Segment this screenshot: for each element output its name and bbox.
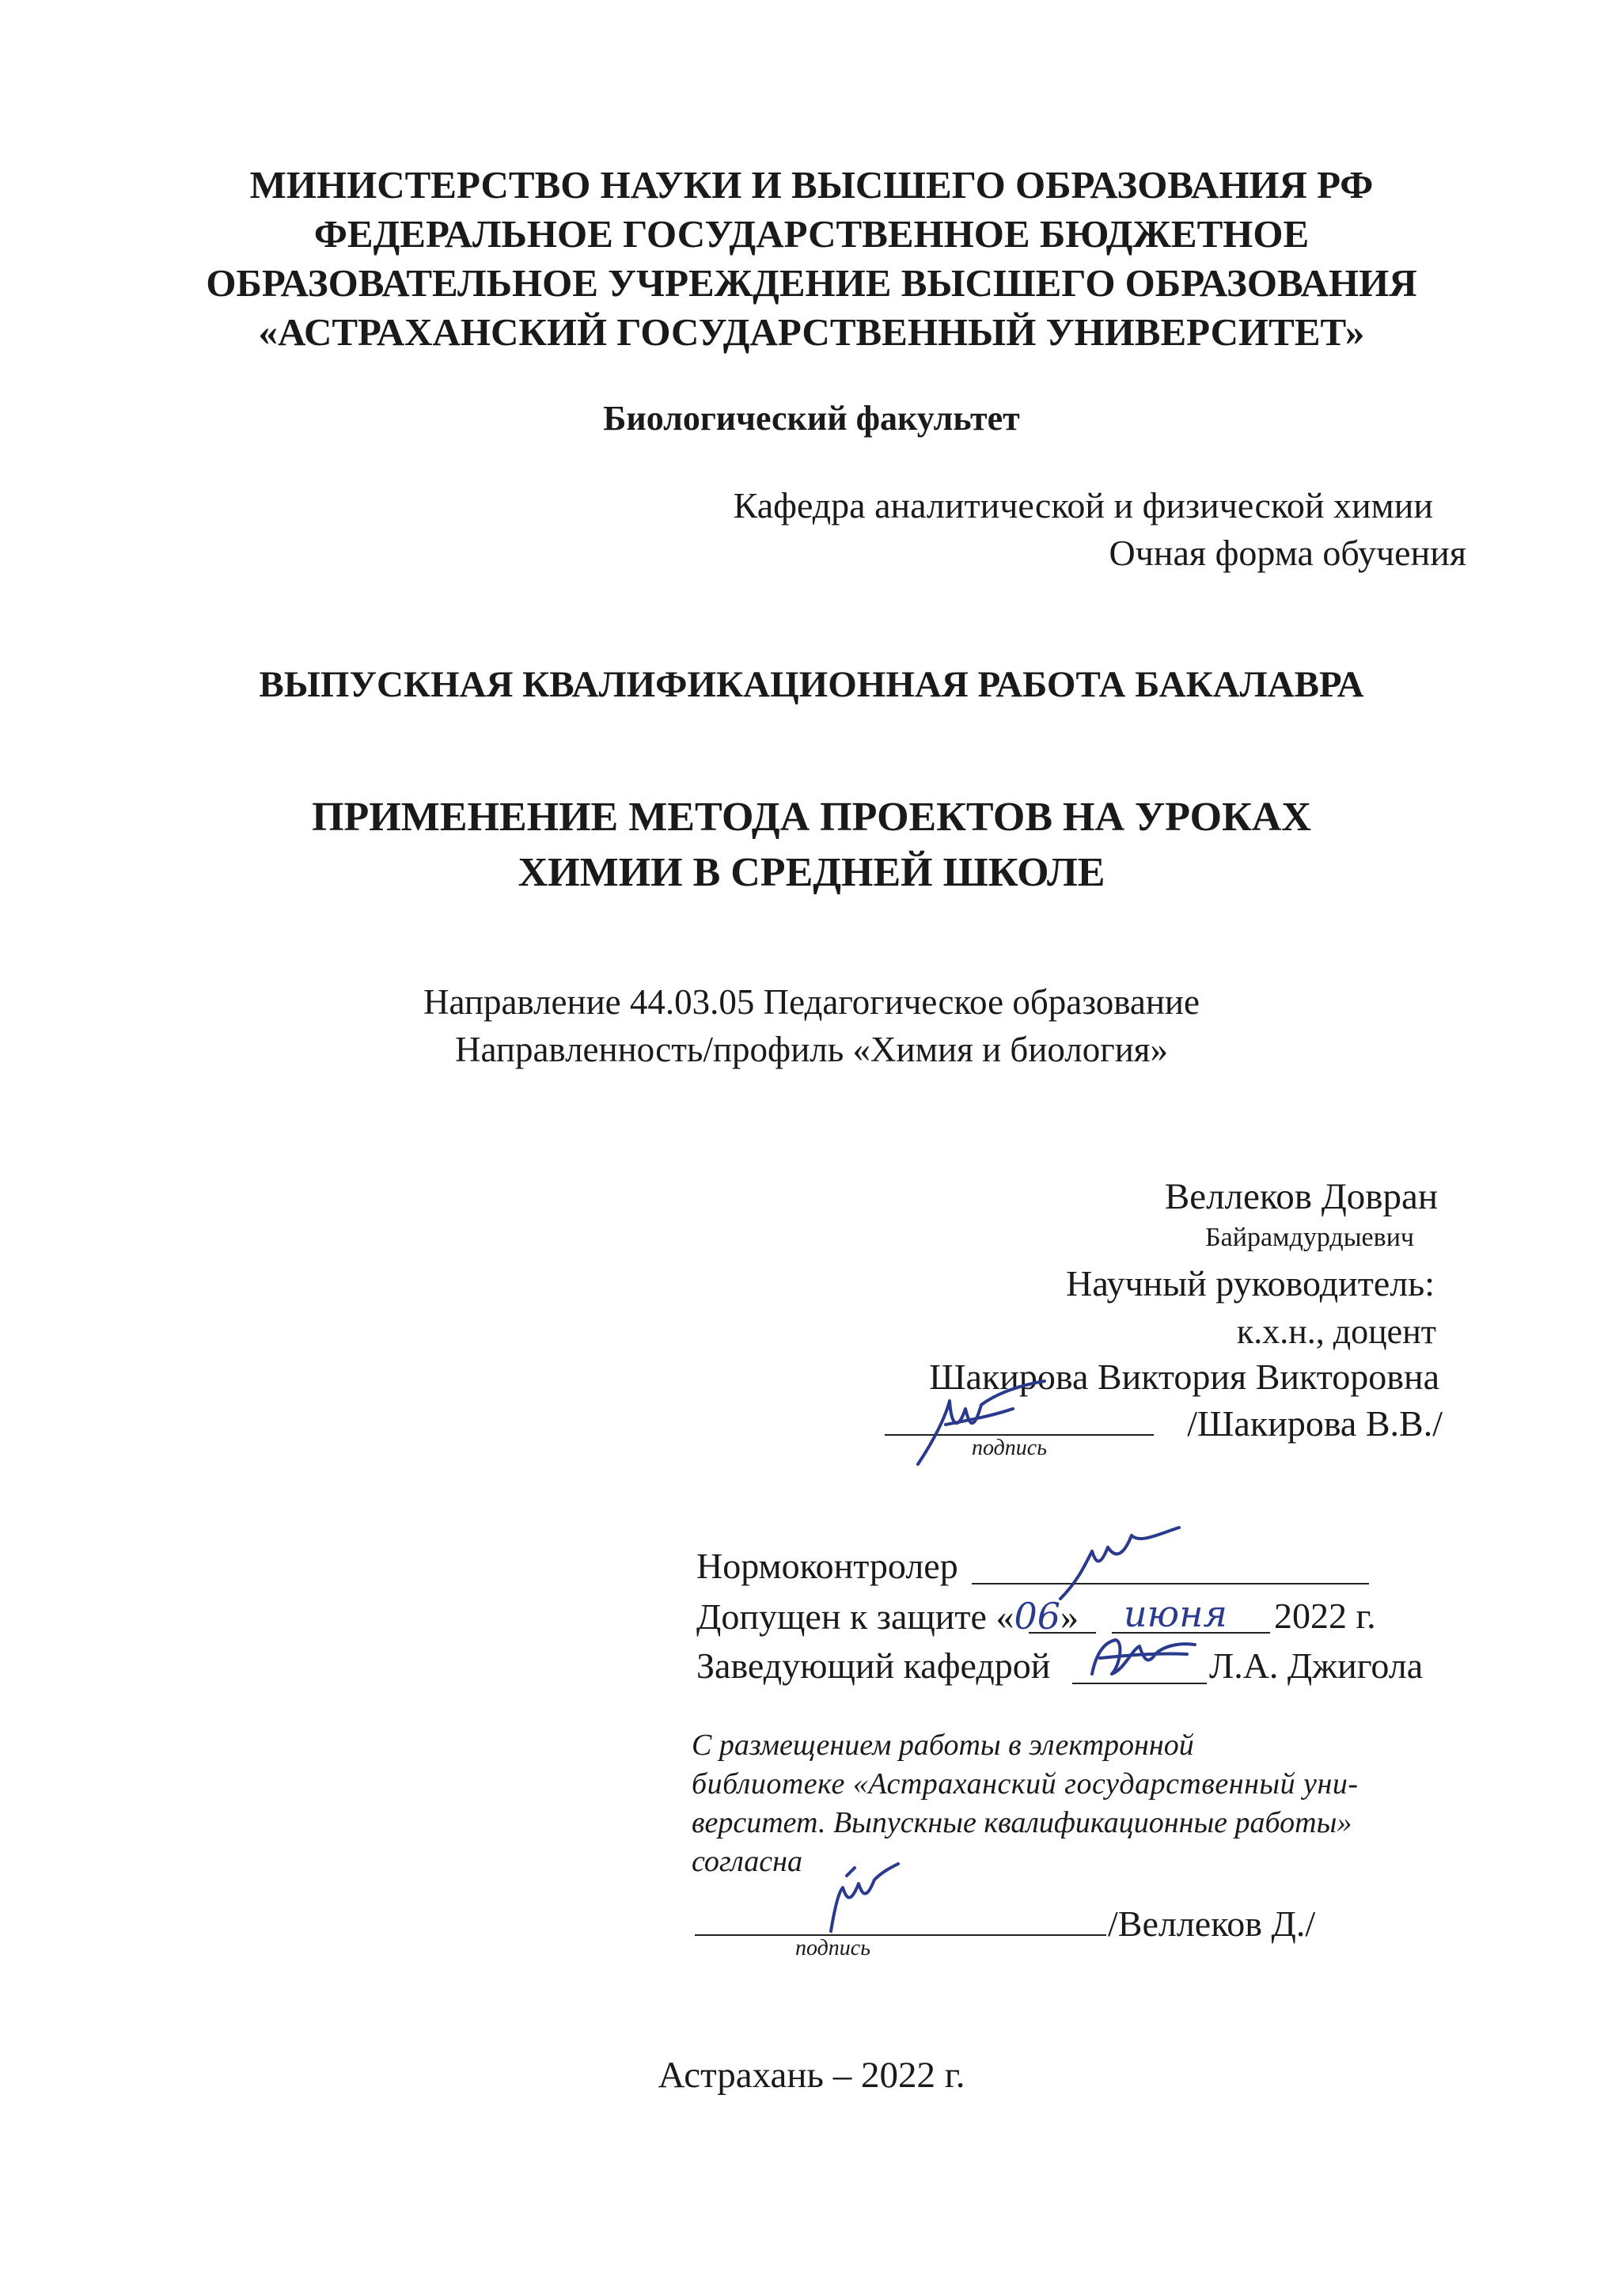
supervisor-short-name: /Шакирова В.В./ bbox=[1187, 1403, 1443, 1444]
supervisor-signature bbox=[902, 1377, 1060, 1472]
faculty: Биологический факультет bbox=[603, 399, 1020, 438]
supervisor-label: Научный руководитель: bbox=[1066, 1263, 1435, 1304]
admission-prefix: Допущен к защите « bbox=[696, 1596, 1014, 1637]
department: Кафедра аналитической и физической химии bbox=[733, 485, 1433, 526]
head-signature bbox=[1084, 1630, 1203, 1686]
supervisor-degree: к.х.н., доцент bbox=[1236, 1312, 1436, 1351]
institution-type-line: ФЕДЕРАЛЬНОЕ ГОСУДАРСТВЕННОЕ БЮДЖЕТНОЕ bbox=[313, 212, 1310, 256]
head-name: Л.А. Джигола bbox=[1209, 1645, 1424, 1686]
admission-label bbox=[696, 1595, 1079, 1638]
admission-month: июня bbox=[1124, 1592, 1227, 1635]
consent-line-1: С размещением работы в электронной bbox=[692, 1729, 1194, 1762]
author-patronymic: Байрамдурдыевич bbox=[1205, 1223, 1414, 1252]
city-year: Астрахань – 2022 г. bbox=[658, 2055, 965, 2096]
admission-mid: » bbox=[1060, 1596, 1079, 1637]
consent-line-2: библиотеке «Астраханский государственный уни- bbox=[692, 1767, 1359, 1801]
work-type: ВЫПУСКНАЯ КВАЛИФИКАЦИОННАЯ РАБОТА БАКАЛАВРА bbox=[259, 664, 1364, 705]
supervisor-name: Шакирова Виктория Викторовна bbox=[929, 1357, 1439, 1397]
university-name: «АСТРАХАНСКИЙ ГОСУДАРСТВЕННЫЙ УНИВЕРСИТЕТ» bbox=[258, 310, 1365, 354]
direction: Направление 44.03.05 Педагогическое образование bbox=[423, 982, 1200, 1022]
admission-year: 2022 г. bbox=[1274, 1596, 1376, 1636]
thesis-title-line-2: ХИМИИ В СРЕДНЕЙ ШКОЛЕ bbox=[518, 850, 1105, 895]
institution-type-line-2: ОБРАЗОВАТЕЛЬНОЕ УЧРЕЖДЕНИЕ ВЫСШЕГО ОБРАЗОВАНИЯ bbox=[206, 261, 1417, 305]
consent-short-name: /Веллеков Д./ bbox=[1108, 1903, 1316, 1944]
author-name: Веллеков Довран bbox=[1164, 1176, 1438, 1217]
head-label: Заведующий кафедрой bbox=[696, 1645, 1051, 1686]
normocontroller-label: Нормоконтролер bbox=[696, 1546, 958, 1586]
thesis-title-line-1: ПРИМЕНЕНИЕ МЕТОДА ПРОЕКТОВ НА УРОКАХ bbox=[312, 795, 1311, 840]
profile: Направленность/профиль «Химия и биология» bbox=[454, 1030, 1168, 1069]
consent-signature bbox=[815, 1860, 910, 1939]
supervisor-signature-caption: подпись bbox=[972, 1436, 1047, 1460]
consent-line-3: верситет. Выпускные квалификационные работы» bbox=[692, 1806, 1352, 1839]
consent-line-4: согласна bbox=[692, 1845, 802, 1878]
study-form: Очная форма обучения bbox=[1109, 533, 1466, 573]
admission-day: 06 bbox=[1014, 1595, 1060, 1638]
consent-signature-caption: подпись bbox=[795, 1936, 870, 1960]
ministry-line: МИНИСТЕРСТВО НАУКИ И ВЫСШЕГО ОБРАЗОВАНИЯ РФ bbox=[249, 163, 1374, 207]
